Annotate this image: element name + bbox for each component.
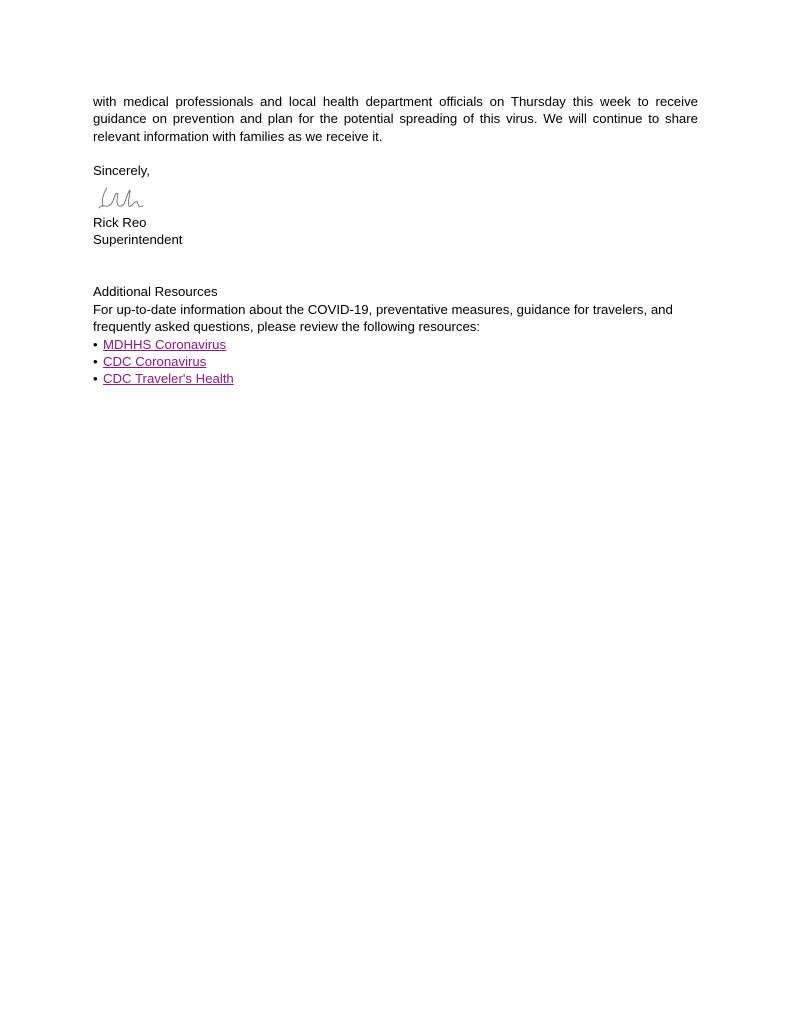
letter-body-paragraph: with medical professionals and local health department officials on Thursday this week to receive guidance on prevention and plan for the potential spreading of this virus. We will continue to share relevant information with families as we receive it. <box>93 94 698 144</box>
bullet-icon: • <box>93 371 98 387</box>
list-item <box>93 353 698 370</box>
resources-intro: For up-to-date information about the COVID-19, preventative measures, guidance for travelers, and frequently asked questions, please review the following resources: <box>93 301 673 335</box>
bullet-icon: • <box>93 354 98 370</box>
resource-list <box>93 336 698 388</box>
letter-content <box>93 93 698 388</box>
link-mdhhs-coronavirus[interactable]: MDHHS Coronavirus <box>103 336 227 352</box>
bullet-icon: • <box>93 336 98 352</box>
letter-closing: Sincerely, <box>93 163 150 179</box>
list-item <box>93 336 698 353</box>
handwritten-signature <box>93 182 153 214</box>
list-item <box>93 370 698 387</box>
link-cdc-travelers-health[interactable]: CDC Traveler's Health <box>103 371 234 387</box>
signer-title: Superintendent <box>93 232 183 248</box>
signer-name: Rick Reo <box>93 214 147 230</box>
resources-heading: Additional Resources <box>93 284 218 300</box>
link-cdc-coronavirus[interactable]: CDC Coronavirus <box>103 354 207 370</box>
additional-resources-section <box>93 283 698 387</box>
